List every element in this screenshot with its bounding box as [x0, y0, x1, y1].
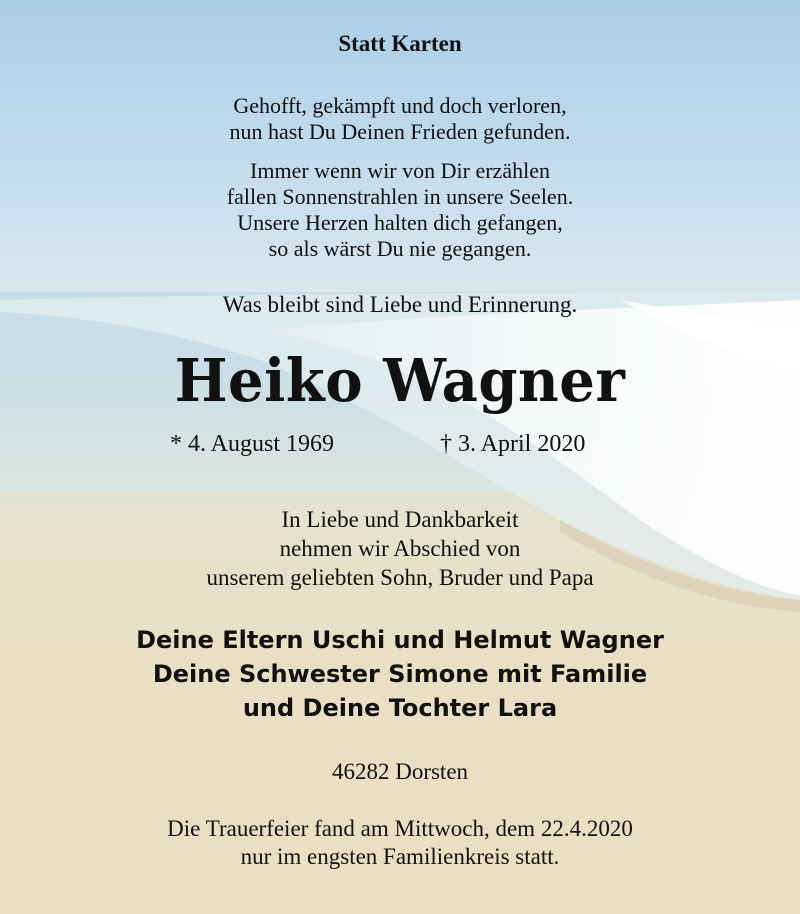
poem-line: Gehofft, gekämpft und doch verloren,	[233, 93, 567, 118]
poem-line: fallen Sonnenstrahlen in unsere Seelen.	[226, 184, 574, 209]
poem-line: so als wärst Du nie gegangen.	[268, 236, 532, 261]
deceased-name: Heiko Wagner	[174, 346, 626, 416]
poem-first-stanza	[0, 93, 800, 145]
farewell-line: unserem geliebten Sohn, Bruder und Papa	[206, 565, 594, 590]
poem-closing-line: Was bleibt sind Liebe und Erinnerung.	[222, 292, 578, 317]
mourner-line: und Deine Tochter Lara	[242, 694, 558, 722]
poem-second-stanza	[0, 158, 800, 262]
funeral-notice	[0, 815, 800, 871]
mourner-line: Deine Eltern Uschi und Helmut Wagner	[136, 626, 664, 654]
poem-line: nun hast Du Deinen Frieden gefunden.	[229, 119, 571, 144]
poem-line: Unsere Herzen halten dich gefangen,	[237, 210, 563, 235]
death-date: † 3. April 2020	[440, 431, 586, 457]
funeral-line: Die Trauerfeier fand am Mittwoch, dem 22.4.2020	[167, 816, 633, 841]
mourners-list	[0, 623, 800, 725]
poem-line: Immer wenn wir von Dir erzählen	[250, 158, 550, 183]
farewell-line: In Liebe und Dankbarkeit	[281, 507, 519, 532]
farewell-text	[0, 505, 800, 592]
location-text: 46282 Dorsten	[331, 759, 469, 784]
header-text: Statt Karten	[338, 31, 462, 56]
birth-date: * 4. August 1969	[170, 431, 335, 457]
mourner-line: Deine Schwester Simone mit Familie	[152, 660, 648, 688]
farewell-line: nehmen wir Abschied von	[279, 536, 521, 561]
funeral-line: nur im engsten Familienkreis statt.	[240, 844, 560, 869]
